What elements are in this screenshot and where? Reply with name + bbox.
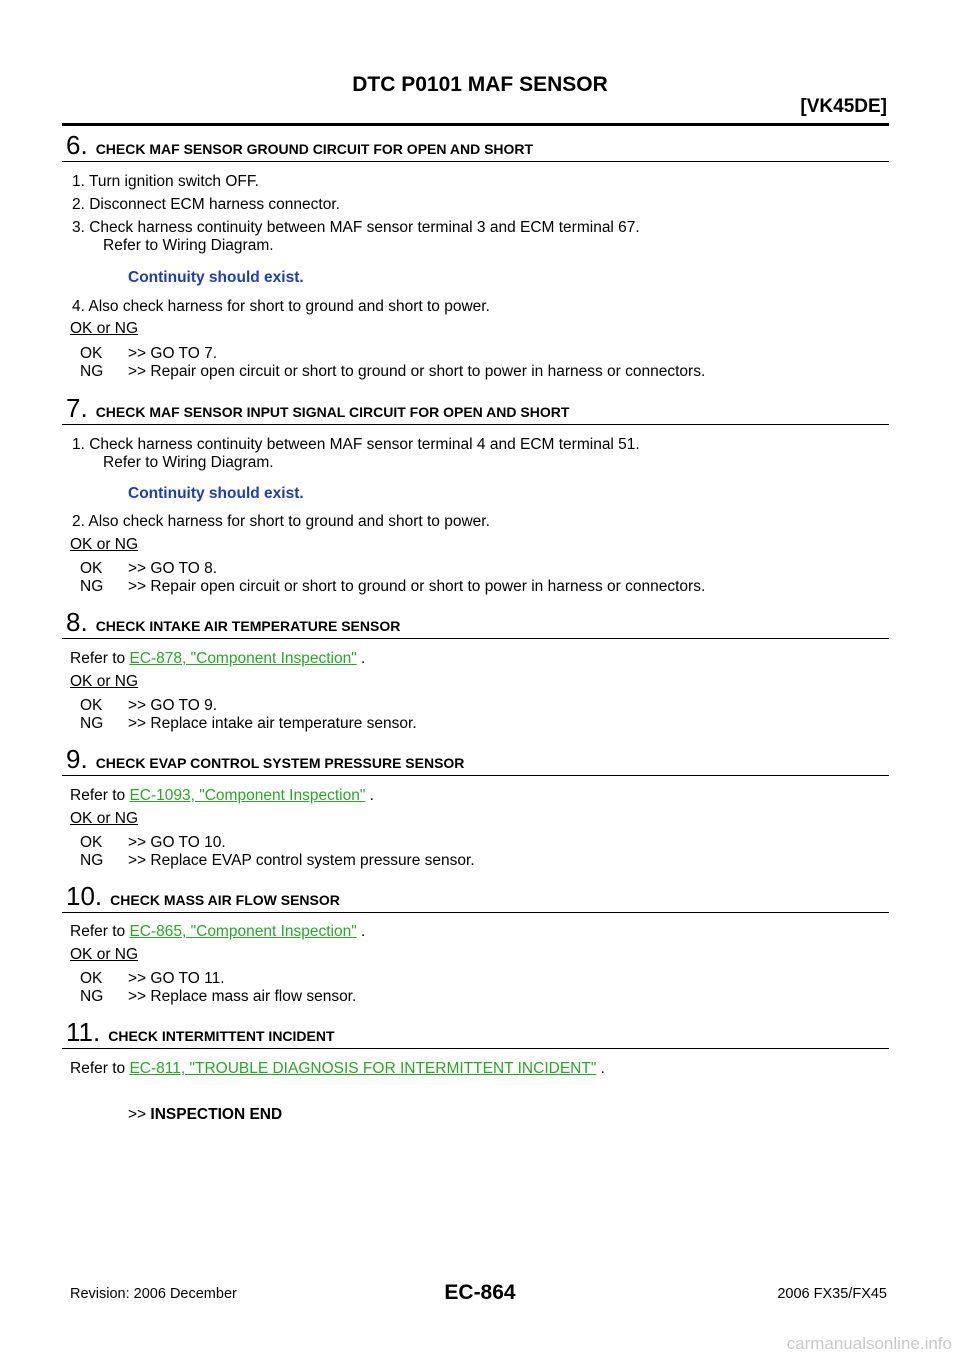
step-8-link[interactable]: EC-878, "Component Inspection" <box>129 650 357 667</box>
step-8-heading: 8. CHECK INTAKE AIR TEMPERATURE SENSOR <box>66 607 401 637</box>
step-7-okng: OK or NG <box>70 536 139 553</box>
step-7-heading: 7. CHECK MAF SENSOR INPUT SIGNAL CIRCUIT FOR OPEN AND SHORT <box>66 393 570 423</box>
step-8-ok: OK >> GO TO 9. <box>80 697 218 714</box>
step-9-refer: Refer to EC-1093, "Component Inspection" . <box>70 787 374 804</box>
step-10-ok: OK >> GO TO 11. <box>80 970 225 987</box>
inspection-end: >> INSPECTION END <box>128 1106 283 1123</box>
step-6-line-2: 2. Disconnect ECM harness connector. <box>72 196 340 213</box>
step-8-refer: Refer to EC-878, "Component Inspection" . <box>70 650 366 667</box>
step-11-refer: Refer to EC-811, "TROUBLE DIAGNOSIS FOR INTERMITTENT INCIDENT" . <box>70 1060 605 1077</box>
step-8-okng: OK or NG <box>70 673 139 690</box>
step-8-rule <box>62 638 889 639</box>
step-11-rule <box>62 1048 889 1049</box>
footer-model: 2006 FX35/FX45 <box>777 1286 887 1302</box>
step-7-sub: Refer to Wiring Diagram. <box>103 454 274 471</box>
footer-revision: Revision: 2006 December <box>70 1286 237 1302</box>
engine-code: [VK45DE] <box>800 96 887 117</box>
step-10-heading: 10. CHECK MASS AIR FLOW SENSOR <box>66 881 340 911</box>
step-7-spec: Continuity should exist. <box>128 485 304 502</box>
step-10-ng: NG >> Replace mass air flow sensor. <box>80 988 357 1005</box>
step-9-okng: OK or NG <box>70 810 139 827</box>
step-7-ng: NG >> Repair open circuit or short to ground or short to power in harness or connectors. <box>80 578 706 595</box>
step-7-line-2: 2. Also check harness for short to ground and short to power. <box>72 513 490 530</box>
page-number: EC-864 <box>444 1281 516 1304</box>
step-6-rule <box>62 161 889 162</box>
step-11-heading: 11. CHECK INTERMITTENT INCIDENT <box>66 1017 335 1047</box>
page-title: DTC P0101 MAF SENSOR <box>352 73 608 96</box>
step-6-line-3: 3. Check harness continuity between MAF sensor terminal 3 and ECM terminal 67. <box>72 219 640 236</box>
step-6-heading: 6. CHECK MAF SENSOR GROUND CIRCUIT FOR OPEN AND SHORT <box>66 130 534 160</box>
step-10-okng: OK or NG <box>70 946 139 963</box>
watermark: carmanualsonline.info <box>786 1334 952 1353</box>
step-9-rule <box>62 775 889 776</box>
header-rule <box>62 123 889 126</box>
step-6-line-1: 1. Turn ignition switch OFF. <box>72 173 259 190</box>
step-10-link[interactable]: EC-865, "Component Inspection" <box>129 923 357 940</box>
step-11-link[interactable]: EC-811, "TROUBLE DIAGNOSIS FOR INTERMITTENT INCIDENT" <box>129 1060 597 1077</box>
step-7-rule <box>62 424 889 425</box>
step-6-line-4: 4. Also check harness for short to ground and short to power. <box>72 298 490 315</box>
step-9-heading: 9. CHECK EVAP CONTROL SYSTEM PRESSURE SENSOR <box>66 744 465 774</box>
step-7-line-1: 1. Check harness continuity between MAF sensor terminal 4 and ECM terminal 51. <box>72 436 640 453</box>
step-9-link[interactable]: EC-1093, "Component Inspection" <box>129 787 366 804</box>
step-6-sub: Refer to Wiring Diagram. <box>103 237 274 254</box>
step-8-ng: NG >> Replace intake air temperature sensor. <box>80 715 417 732</box>
step-6-spec: Continuity should exist. <box>128 269 304 286</box>
step-6-ok: OK >> GO TO 7. <box>80 345 218 362</box>
step-10-refer: Refer to EC-865, "Component Inspection" . <box>70 923 366 940</box>
step-9-ok: OK >> GO TO 10. <box>80 834 226 851</box>
step-6-okng: OK or NG <box>70 320 139 337</box>
step-9-ng: NG >> Replace EVAP control system pressure sensor. <box>80 852 475 869</box>
step-6-ng: NG >> Repair open circuit or short to ground or short to power in harness or connectors. <box>80 363 706 380</box>
step-7-ok: OK >> GO TO 8. <box>80 560 218 577</box>
step-10-rule <box>62 912 889 913</box>
